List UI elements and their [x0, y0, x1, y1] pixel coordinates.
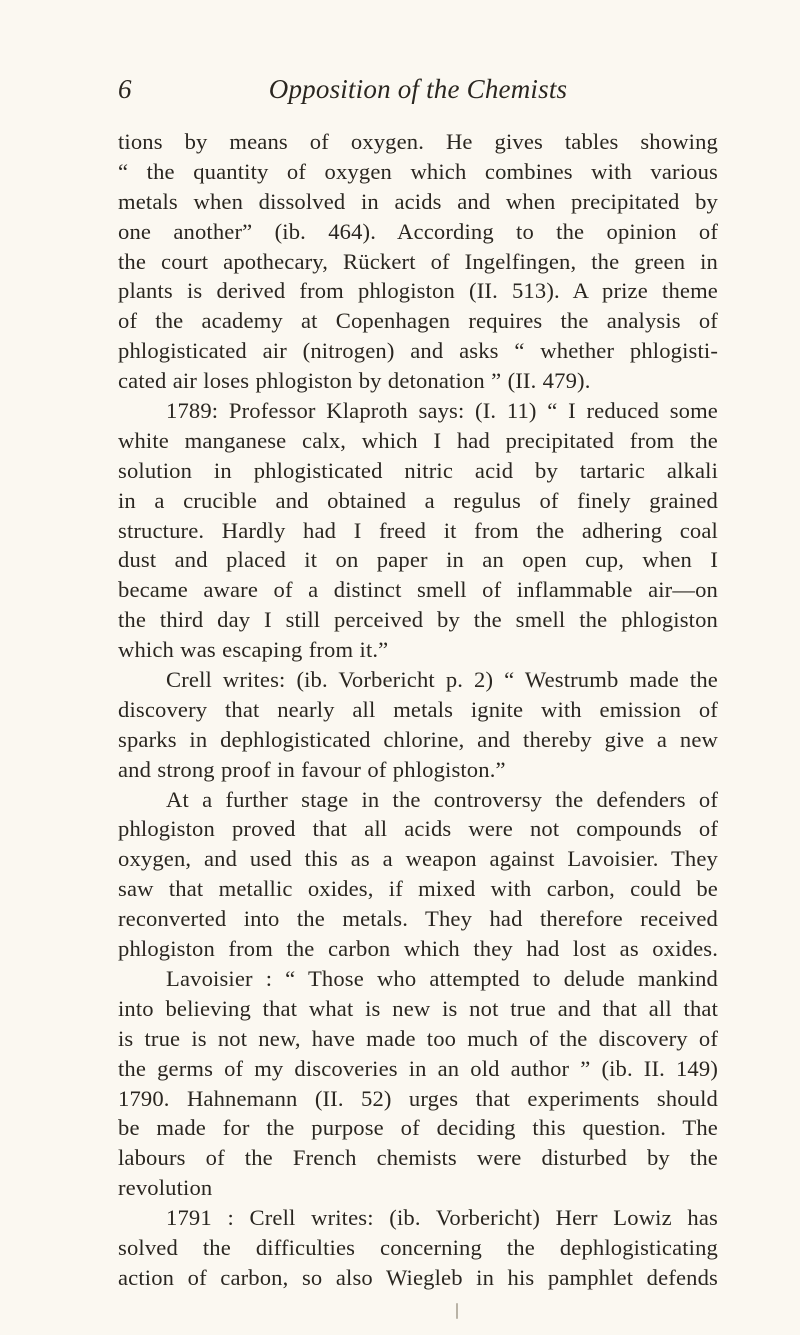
text-line: Crell writes: (ib. Vorbericht p. 2) “ Westrumb made the [166, 667, 718, 693]
text-line: structure. Hardly had I freed it from the adhering coal [118, 517, 718, 543]
text-line: phlogisticated air (nitrogen) and asks “ whether phlogisti- [118, 338, 718, 364]
text-line: one another” (ib. 464). According to the opinion of [118, 218, 718, 244]
text-line: into believing that what is new is not true and that all that [118, 995, 718, 1021]
text-line: white manganese calx, which I had precipitated from the [118, 427, 718, 453]
text-line: and strong proof in favour of phlogiston.” [118, 756, 506, 782]
running-title: Opposition of the Chemists [268, 74, 568, 104]
text-line: solution in phlogisticated nitric acid by tartaric alkali [118, 457, 718, 483]
text-line: 1790. Hahnemann (II. 52) urges that experiments should [118, 1085, 718, 1111]
running-head [118, 72, 718, 106]
text-line: the third day I still perceived by the smell the phlogiston [118, 607, 718, 633]
paper-speck [456, 1303, 458, 1319]
body-text [118, 127, 718, 1293]
text-line: plants is derived from phlogiston (II. 513). A prize theme [118, 278, 718, 304]
text-line: cated air loses phlogiston by detonation ” (II. 479). [118, 368, 591, 394]
text-line: is true is not new, have made too much of the discovery of [118, 1025, 718, 1051]
text-line: action of carbon, so also Wiegleb in his pamphlet defends [118, 1264, 718, 1290]
text-line: saw that metallic oxides, if mixed with carbon, could be [118, 876, 718, 902]
text-line: be made for the purpose of deciding this question. The [118, 1115, 718, 1141]
text-line: dust and placed it on paper in an open cup, when I [118, 547, 718, 573]
text-line: 1789: Professor Klaproth says: (I. 11) “ I reduced some [166, 398, 718, 424]
text-line: sparks in dephlogisticated chlorine, and thereby give a new [118, 726, 718, 752]
text-line: “ the quantity of oxygen which combines with various [118, 158, 718, 184]
text-line: which was escaping from it.” [118, 637, 389, 663]
text-line: reconverted into the metals. They had therefore received [118, 906, 718, 932]
page-number: 6 [118, 74, 132, 104]
text-line: of the academy at Copenhagen requires the analysis of [118, 308, 718, 334]
text-line: became aware of a distinct smell of inflammable air—on [118, 577, 718, 603]
text-line: Lavoisier : “ Those who attempted to delude mankind [166, 965, 718, 991]
text-line: solved the difficulties concerning the dephlogisticating [118, 1234, 718, 1260]
text-line: phlogiston proved that all acids were not compounds of [118, 816, 718, 842]
text-line: metals when dissolved in acids and when precipitated by [118, 188, 718, 214]
text-line: tions by means of oxygen. He gives tables showing [118, 129, 718, 154]
text-line: in a crucible and obtained a regulus of finely grained [118, 487, 718, 513]
text-line: 1791 : Crell writes: (ib. Vorbericht) Herr Lowiz has [166, 1205, 718, 1231]
text-line: the court apothecary, Rückert of Ingelfingen, the green in [118, 248, 718, 274]
text-line: oxygen, and used this as a weapon against Lavoisier. They [118, 846, 718, 872]
text-line: phlogiston from the carbon which they had lost as oxides. [118, 936, 718, 962]
text-line: the germs of my discoveries in an old author ” (ib. II. 149) [118, 1055, 718, 1081]
text-line: revolution [118, 1175, 213, 1201]
text-line: labours of the French chemists were disturbed by the [118, 1145, 718, 1171]
text-line: discovery that nearly all metals ignite with emission of [118, 696, 718, 722]
text-line: At a further stage in the controversy the defenders of [166, 786, 718, 812]
